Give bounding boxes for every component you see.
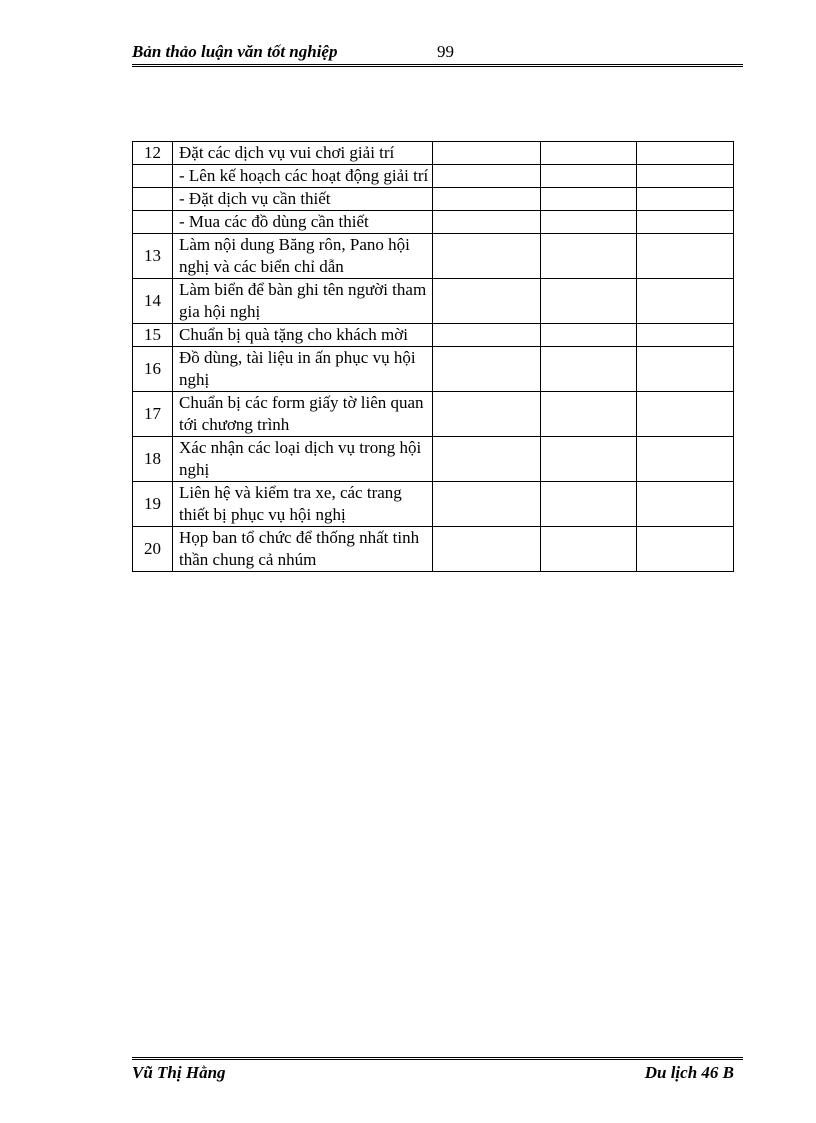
empty-cell [541, 437, 637, 482]
empty-cell [541, 392, 637, 437]
task-cell: Làm nội dung Băng rôn, Pano hội nghị và các biển chỉ dẫn [173, 234, 433, 279]
row-number-cell [133, 211, 173, 234]
document-title: Bản thảo luận văn tốt nghiệp [132, 42, 338, 61]
row-number-cell: 15 [133, 324, 173, 347]
row-number-cell: 14 [133, 279, 173, 324]
table-row [133, 392, 734, 437]
empty-cell [541, 188, 637, 211]
empty-cell [541, 142, 637, 165]
table-row [133, 165, 734, 188]
empty-cell [541, 482, 637, 527]
header-divider [132, 64, 743, 67]
empty-cell [541, 234, 637, 279]
empty-cell [433, 211, 541, 234]
task-cell: Chuẩn bị quà tặng cho khách mời [173, 324, 433, 347]
table-row [133, 437, 734, 482]
empty-cell [541, 347, 637, 392]
task-cell: Chuẩn bị các form giấy tờ liên quan tới chương trình [173, 392, 433, 437]
task-cell: - Lên kế hoạch các hoạt động giải trí [173, 165, 433, 188]
table-row [133, 142, 734, 165]
empty-cell [433, 527, 541, 572]
footer-author: Vũ Thị Hằng [132, 1063, 226, 1082]
task-cell: - Đặt dịch vụ cần thiết [173, 188, 433, 211]
empty-cell [541, 527, 637, 572]
table-row [133, 188, 734, 211]
task-cell: Đặt các dịch vụ vui chơi giải trí [173, 142, 433, 165]
empty-cell [637, 165, 734, 188]
empty-cell [637, 279, 734, 324]
table-row [133, 211, 734, 234]
row-number-cell: 17 [133, 392, 173, 437]
table-row [133, 482, 734, 527]
task-cell: Đồ dùng, tài liệu in ấn phục vụ hội nghị [173, 347, 433, 392]
table-row [133, 279, 734, 324]
table-row [133, 234, 734, 279]
empty-cell [433, 188, 541, 211]
empty-cell [637, 482, 734, 527]
page-header [132, 42, 742, 66]
row-number-cell [133, 165, 173, 188]
row-number-cell: 13 [133, 234, 173, 279]
row-number-cell: 16 [133, 347, 173, 392]
row-number-cell: 12 [133, 142, 173, 165]
row-number-cell: 18 [133, 437, 173, 482]
page-number: 99 [437, 42, 454, 61]
task-cell: - Mua các đồ dùng cần thiết [173, 211, 433, 234]
empty-cell [637, 347, 734, 392]
empty-cell [637, 142, 734, 165]
task-cell: Làm biển để bàn ghi tên người tham gia hội nghị [173, 279, 433, 324]
empty-cell [637, 527, 734, 572]
empty-cell [433, 392, 541, 437]
empty-cell [541, 165, 637, 188]
empty-cell [433, 437, 541, 482]
empty-cell [637, 234, 734, 279]
empty-cell [637, 437, 734, 482]
table-row [133, 527, 734, 572]
empty-cell [433, 234, 541, 279]
task-cell: Xác nhận các loại dịch vụ trong hội nghị [173, 437, 433, 482]
row-number-cell: 20 [133, 527, 173, 572]
footer-divider [132, 1057, 743, 1060]
empty-cell [637, 392, 734, 437]
table-row [133, 347, 734, 392]
row-number-cell: 19 [133, 482, 173, 527]
task-cell: Họp ban tổ chức để thống nhất tinh thần chung cả nhúm [173, 527, 433, 572]
empty-cell [433, 279, 541, 324]
empty-cell [541, 211, 637, 234]
empty-cell [637, 188, 734, 211]
table-row [133, 324, 734, 347]
empty-cell [637, 211, 734, 234]
task-cell: Liên hệ và kiểm tra xe, các trang thiết bị phục vụ hội nghị [173, 482, 433, 527]
empty-cell [637, 324, 734, 347]
empty-cell [541, 324, 637, 347]
task-table [132, 141, 734, 572]
footer-class: Du lịch 46 B [644, 1063, 734, 1082]
empty-cell [433, 482, 541, 527]
empty-cell [433, 165, 541, 188]
row-number-cell [133, 188, 173, 211]
empty-cell [433, 324, 541, 347]
empty-cell [541, 279, 637, 324]
empty-cell [433, 347, 541, 392]
empty-cell [433, 142, 541, 165]
